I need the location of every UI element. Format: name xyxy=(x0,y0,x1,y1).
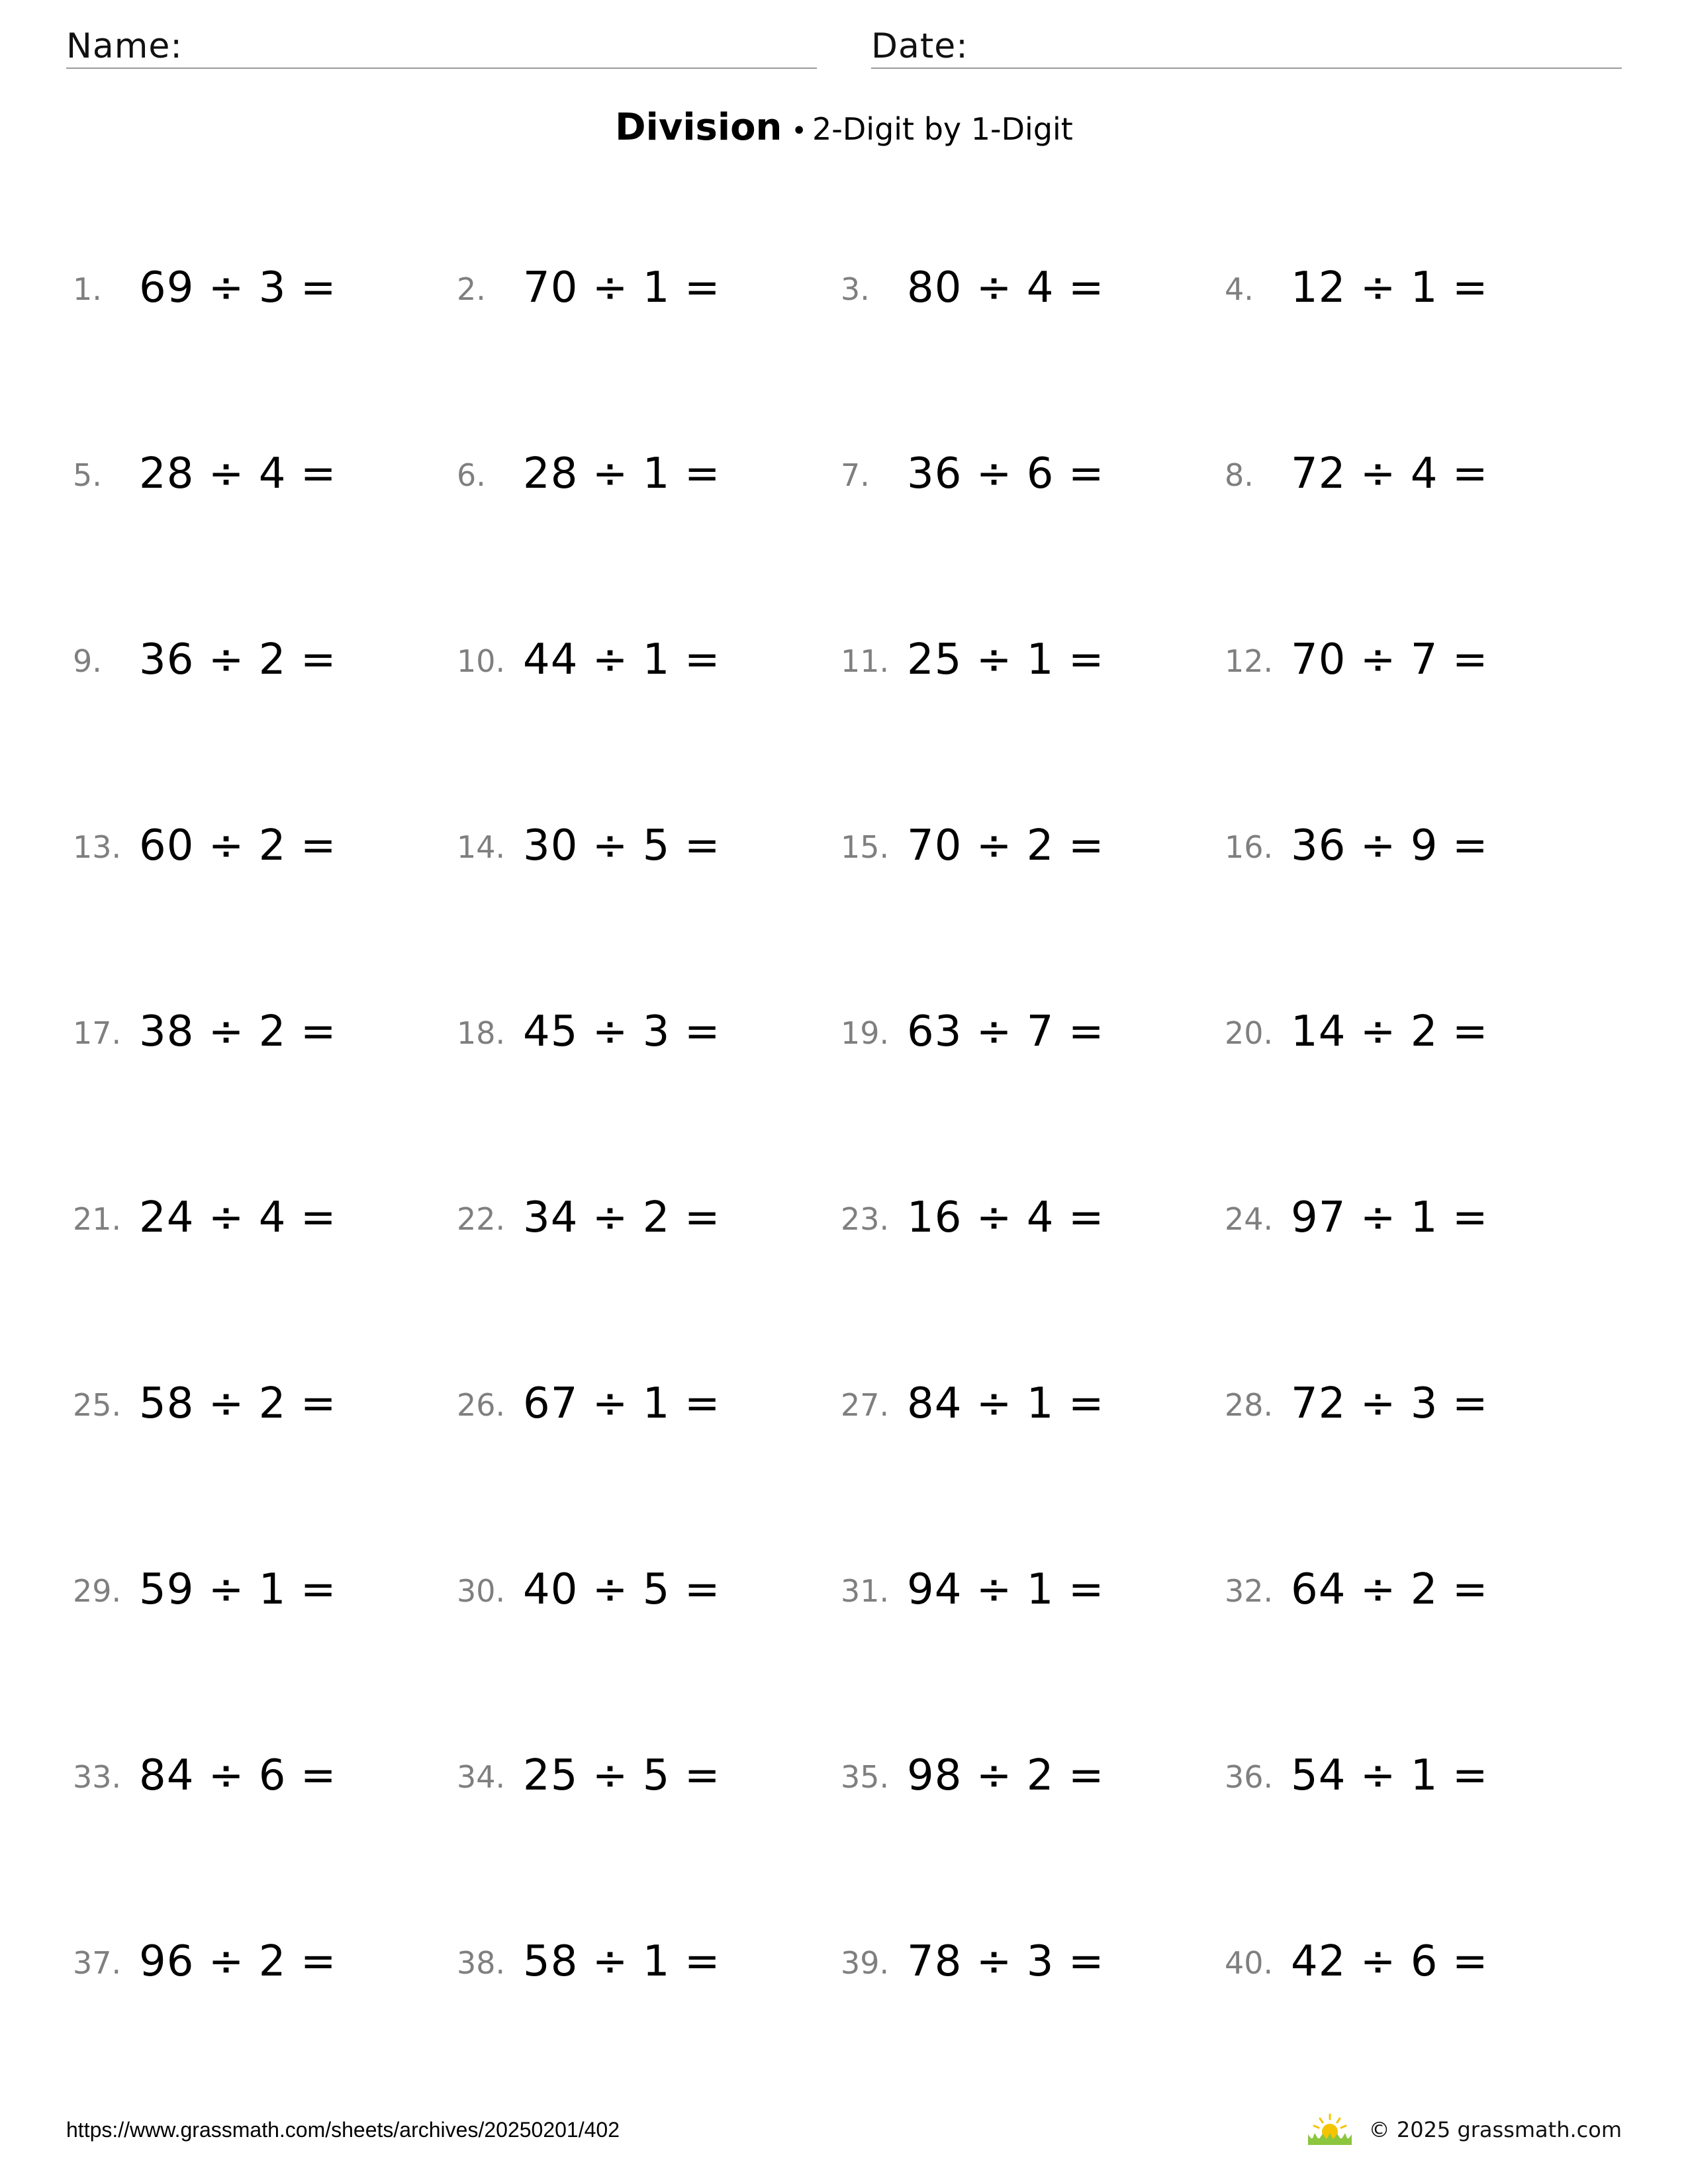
problem-expression: 59 ÷ 1 = xyxy=(139,1565,337,1614)
problem-number: 16. xyxy=(1225,829,1274,865)
problem-expression: 38 ÷ 2 = xyxy=(139,1007,337,1056)
problem-expression: 64 ÷ 2 = xyxy=(1291,1565,1489,1614)
problem-number: 37. xyxy=(73,1945,122,1981)
problem-item xyxy=(457,444,827,504)
problem-expression: 28 ÷ 1 = xyxy=(523,449,721,498)
problem-item xyxy=(841,1002,1211,1062)
problem-item xyxy=(73,1932,444,1991)
title-separator: • xyxy=(791,116,807,146)
problem-item xyxy=(73,444,444,504)
name-label: Name: xyxy=(66,26,183,66)
problem-item xyxy=(841,258,1211,318)
problem-expression: 44 ÷ 1 = xyxy=(523,635,721,684)
problem-expression: 30 ÷ 5 = xyxy=(523,821,721,870)
problem-item xyxy=(841,1746,1211,1805)
title-main: Division xyxy=(615,106,782,149)
problem-number: 4. xyxy=(1225,271,1254,307)
problem-item xyxy=(1225,1374,1595,1433)
problem-number: 5. xyxy=(73,457,102,493)
problem-expression: 97 ÷ 1 = xyxy=(1291,1193,1489,1242)
problem-number: 11. xyxy=(841,643,890,679)
problem-number: 9. xyxy=(73,643,102,679)
problem-expression: 12 ÷ 1 = xyxy=(1291,263,1489,312)
problem-item xyxy=(1225,444,1595,504)
problem-expression: 67 ÷ 1 = xyxy=(523,1379,721,1428)
problem-expression: 63 ÷ 7 = xyxy=(907,1007,1105,1056)
problem-number: 8. xyxy=(1225,457,1254,493)
problem-item xyxy=(457,1746,827,1805)
problem-expression: 70 ÷ 7 = xyxy=(1291,635,1489,684)
problem-number: 2. xyxy=(457,271,486,307)
problem-number: 36. xyxy=(1225,1759,1274,1795)
problem-item xyxy=(1225,1002,1595,1062)
problem-number: 31. xyxy=(841,1573,890,1609)
problem-number: 18. xyxy=(457,1015,506,1051)
problem-number: 23. xyxy=(841,1201,890,1237)
problem-number: 29. xyxy=(73,1573,122,1609)
problem-expression: 16 ÷ 4 = xyxy=(907,1193,1105,1242)
problem-item xyxy=(1225,816,1595,876)
problem-expression: 69 ÷ 3 = xyxy=(139,263,337,312)
problem-item xyxy=(457,816,827,876)
problem-number: 32. xyxy=(1225,1573,1274,1609)
problem-item xyxy=(1225,1188,1595,1248)
problem-expression: 70 ÷ 1 = xyxy=(523,263,721,312)
problem-number: 13. xyxy=(73,829,122,865)
problem-expression: 36 ÷ 9 = xyxy=(1291,821,1489,870)
problem-item xyxy=(457,1932,827,1991)
problem-number: 27. xyxy=(841,1387,890,1423)
problem-number: 14. xyxy=(457,829,506,865)
problem-item xyxy=(841,630,1211,690)
problem-item xyxy=(73,258,444,318)
problem-item xyxy=(457,1002,827,1062)
problem-expression: 84 ÷ 6 = xyxy=(139,1751,337,1800)
problem-expression: 34 ÷ 2 = xyxy=(523,1193,721,1242)
problem-item xyxy=(457,1188,827,1248)
problem-number: 25. xyxy=(73,1387,122,1423)
problem-number: 3. xyxy=(841,271,870,307)
problem-item xyxy=(73,816,444,876)
problem-expression: 40 ÷ 5 = xyxy=(523,1565,721,1614)
problem-item xyxy=(73,1746,444,1805)
problem-item xyxy=(457,630,827,690)
problem-item xyxy=(841,1374,1211,1433)
problem-expression: 72 ÷ 4 = xyxy=(1291,449,1489,498)
problem-number: 30. xyxy=(457,1573,506,1609)
problem-item xyxy=(73,1560,444,1619)
problem-expression: 98 ÷ 2 = xyxy=(907,1751,1105,1800)
problem-number: 12. xyxy=(1225,643,1274,679)
problem-number: 7. xyxy=(841,457,870,493)
problem-number: 17. xyxy=(73,1015,122,1051)
problem-expression: 54 ÷ 1 = xyxy=(1291,1751,1489,1800)
problem-item xyxy=(73,630,444,690)
problem-item xyxy=(841,1932,1211,1991)
problem-item xyxy=(841,444,1211,504)
problem-number: 20. xyxy=(1225,1015,1274,1051)
problem-expression: 14 ÷ 2 = xyxy=(1291,1007,1489,1056)
problem-item xyxy=(457,1560,827,1619)
copyright-text: © 2025 grassmath.com xyxy=(1368,2117,1622,2142)
problem-expression: 78 ÷ 3 = xyxy=(907,1937,1105,1986)
problem-number: 15. xyxy=(841,829,890,865)
problem-expression: 24 ÷ 4 = xyxy=(139,1193,337,1242)
problem-expression: 45 ÷ 3 = xyxy=(523,1007,721,1056)
problem-expression: 58 ÷ 1 = xyxy=(523,1937,721,1986)
problem-expression: 36 ÷ 2 = xyxy=(139,635,337,684)
problem-item xyxy=(841,1560,1211,1619)
problem-number: 1. xyxy=(73,271,102,307)
problem-item xyxy=(1225,630,1595,690)
problem-item xyxy=(1225,1932,1595,1991)
problem-number: 38. xyxy=(457,1945,506,1981)
problem-expression: 60 ÷ 2 = xyxy=(139,821,337,870)
problem-item xyxy=(73,1188,444,1248)
problem-expression: 42 ÷ 6 = xyxy=(1291,1937,1489,1986)
problem-item xyxy=(841,816,1211,876)
problem-item xyxy=(1225,1560,1595,1619)
problem-number: 35. xyxy=(841,1759,890,1795)
problem-item xyxy=(841,1188,1211,1248)
problem-expression: 84 ÷ 1 = xyxy=(907,1379,1105,1428)
problem-number: 39. xyxy=(841,1945,890,1981)
problem-expression: 28 ÷ 4 = xyxy=(139,449,337,498)
problem-expression: 58 ÷ 2 = xyxy=(139,1379,337,1428)
problem-number: 6. xyxy=(457,457,486,493)
problem-expression: 25 ÷ 1 = xyxy=(907,635,1105,684)
problem-number: 28. xyxy=(1225,1387,1274,1423)
problem-number: 34. xyxy=(457,1759,506,1795)
problem-expression: 96 ÷ 2 = xyxy=(139,1937,337,1986)
problem-number: 33. xyxy=(73,1759,122,1795)
problem-expression: 94 ÷ 1 = xyxy=(907,1565,1105,1614)
title-subtitle: 2-Digit by 1-Digit xyxy=(812,111,1073,147)
problem-number: 10. xyxy=(457,643,506,679)
problem-number: 19. xyxy=(841,1015,890,1051)
sun-over-grass-icon xyxy=(1307,2113,1353,2146)
footer-brand xyxy=(1307,2111,1622,2148)
problem-number: 21. xyxy=(73,1201,122,1237)
problem-number: 22. xyxy=(457,1201,506,1237)
problem-expression: 25 ÷ 5 = xyxy=(523,1751,721,1800)
problem-expression: 72 ÷ 3 = xyxy=(1291,1379,1489,1428)
problem-item xyxy=(1225,1746,1595,1805)
problem-expression: 70 ÷ 2 = xyxy=(907,821,1105,870)
problem-number: 40. xyxy=(1225,1945,1274,1981)
problem-item xyxy=(457,258,827,318)
date-label: Date: xyxy=(871,26,968,66)
problem-expression: 80 ÷ 4 = xyxy=(907,263,1105,312)
problem-item xyxy=(1225,258,1595,318)
problem-item xyxy=(457,1374,827,1433)
problem-item xyxy=(73,1002,444,1062)
footer-url: https://www.grassmath.com/sheets/archives/20250201/402 xyxy=(66,2118,620,2142)
problem-item xyxy=(73,1374,444,1433)
problem-number: 24. xyxy=(1225,1201,1274,1237)
problem-number: 26. xyxy=(457,1387,506,1423)
problem-expression: 36 ÷ 6 = xyxy=(907,449,1105,498)
